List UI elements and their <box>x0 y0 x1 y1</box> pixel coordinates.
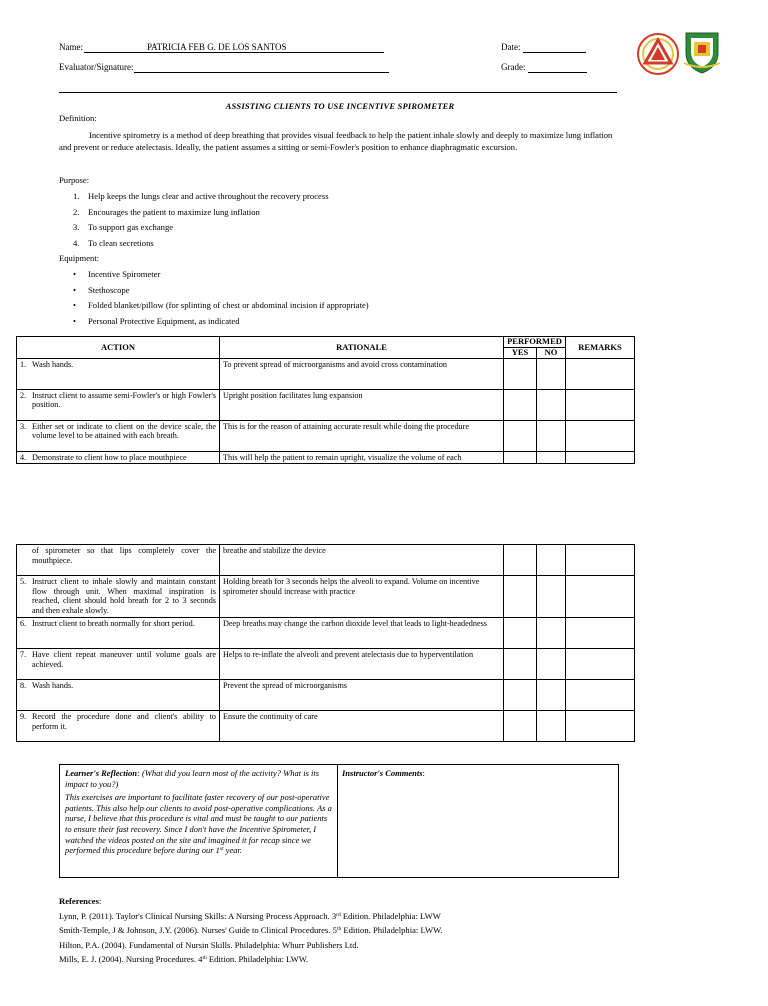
header-action: ACTION <box>17 337 220 359</box>
no-cell[interactable] <box>537 451 566 464</box>
instructor-comments-label: Instructor's Comments <box>342 768 423 778</box>
references-section: References: Lynn, P. (2011). Taylor's Clinical Nursing Skills: A Nursing Process Approach. 3rd Edition. Philadelphia: LWW Smith-Temple, J & Johnson, J.Y. (2006). Nurses' Guide to Clinical Procedures. 5th Edition. Philadelphia: LWW. Hilton, P.A. (2004). Fundamental of Nursin Skills. Philadelphia: Whurr Publishers Ltd. Mills, E. J. (2004). Nursing Procedures. 4th Edition. Philadelphia: LWW. <box>59 894 443 967</box>
no-cell[interactable] <box>537 618 566 649</box>
no-cell[interactable] <box>537 711 566 742</box>
grade-label: Grade: <box>501 62 526 72</box>
name-value: PATRICIA FEB G. DE LOS SANTOS <box>147 42 287 52</box>
references-label: References <box>59 896 99 906</box>
definition-text: Incentive spirometry is a method of deep breathing that provides visual feedback to help the patient inhale slowly and deeply to maximize lung inflation and prevent or reduce atelectasis. Ideally, the patient assumes a sitting or semi-Fowler's position to enhance diaphragmatic excursion. <box>59 130 613 152</box>
no-cell[interactable] <box>537 420 566 451</box>
no-cell[interactable] <box>537 649 566 680</box>
table-row: 3. Either set or indicate to client on the device scale, the volume level to be attained with each breath. This is for the reason of attaining accurate result while doing the procedure <box>17 420 635 451</box>
remarks-cell[interactable] <box>566 420 635 451</box>
no-cell[interactable] <box>537 389 566 420</box>
list-item: 2. Encourages the patient to maximize lung inflation <box>73 206 260 217</box>
school-seal-logo <box>636 32 680 76</box>
header-no: NO <box>537 348 566 359</box>
learner-reflection: Learner's Reflection: (What did you learn most of the activity? What is its impact to you?) This exercises are important to facilitate faster recovery of our post-operative patients. This also help our clients to avoid post-operative complications. As a nurse, I believe that this procedure is vital and must be taught to our patients to ensure their fast recovery. Since I don't have the Incentive Spirometer, I watched the videos posted on the site and imagined it for recap since we performed this procedure before during our 1st year. <box>60 765 338 877</box>
reference-item: Lynn, P. (2011). Taylor's Clinical Nursing Skills: A Nursing Process Approach. 3rd Edition. Philadelphia: LWW <box>59 910 441 921</box>
instructor-comments[interactable]: Instructor's Comments: <box>342 768 425 778</box>
no-cell[interactable] <box>537 545 566 576</box>
equipment-label: Equipment: <box>59 253 100 263</box>
remarks-cell[interactable] <box>566 576 635 618</box>
list-item: 1. Help keeps the lungs clear and active throughout the recovery process <box>73 191 329 201</box>
list-item: • Folded blanket/pillow (for splinting of chest or abdominal incision if appropriate) <box>73 300 369 310</box>
no-cell[interactable] <box>537 358 566 389</box>
reflection-prompt: (What did you learn most of the activity? What is its impact to you?) <box>65 768 320 789</box>
yes-cell[interactable] <box>504 389 537 420</box>
date-field[interactable] <box>523 52 586 53</box>
table-row: 4. Demonstrate to client how to place mouthpiece This will help the patient to remain upright, visualize the volume of each <box>17 451 635 464</box>
reflection-text: This exercises are important to facilitate faster recovery of our post-operative patients. This also help our clients to avoid post-operative complications. As a nurse, I believe that this procedure is vital and must be taught to our patients to ensure their fast recovery. Since I don't have the Incentive Spirometer, I watched the videos posted on the site and imagined it for recap since we performed this procedure before during our 1st year. <box>65 792 332 856</box>
yes-cell[interactable] <box>504 420 537 451</box>
list-item: 3. To support gas exchange <box>73 222 174 232</box>
list-item: 4. To clean secretions <box>73 237 154 248</box>
no-cell[interactable] <box>537 576 566 618</box>
header-yes: YES <box>504 348 537 359</box>
list-item: • Incentive Spirometer <box>73 269 161 279</box>
evaluator-label: Evaluator/Signature: <box>59 62 134 72</box>
yes-cell[interactable] <box>504 649 537 680</box>
yes-cell[interactable] <box>504 618 537 649</box>
yes-cell[interactable] <box>504 545 537 576</box>
reference-item: Hilton, P.A. (2004). Fundamental of Nursin Skills. Philadelphia: Whurr Publishers Ltd. <box>59 939 359 950</box>
college-shield-logo <box>682 29 722 75</box>
yes-cell[interactable] <box>504 451 537 464</box>
remarks-cell[interactable] <box>566 711 635 742</box>
header-rationale: RATIONALE <box>220 337 504 359</box>
evaluator-field[interactable] <box>134 72 389 73</box>
table-row: 7. Have client repeat maneuver until volume goals are achieved. Helps to re-inflate the alveoli and prevent atelectasis due to hyperventilation <box>17 649 635 680</box>
table-row: 1. Wash hands. To prevent spread of microorganisms and avoid cross contamination <box>17 358 635 389</box>
table-row: 8. Wash hands. Prevent the spread of microorganisms <box>17 680 635 711</box>
remarks-cell[interactable] <box>566 618 635 649</box>
purpose-list <box>73 189 613 251</box>
grade-field[interactable] <box>528 72 587 73</box>
equipment-list <box>73 267 613 329</box>
list-item: • Stethoscope <box>73 284 130 295</box>
header-remarks: REMARKS <box>566 337 635 359</box>
remarks-cell[interactable] <box>566 680 635 711</box>
reference-item: Mills, E. J. (2004). Nursing Procedures. 4th Edition. Philadelphia: LWW. <box>59 954 309 965</box>
yes-cell[interactable] <box>504 358 537 389</box>
remarks-cell[interactable] <box>566 389 635 420</box>
table-row: 9. Record the procedure done and client's ability to perform it. Ensure the continuity of care <box>17 711 635 742</box>
yes-cell[interactable] <box>504 711 537 742</box>
header-divider <box>59 92 617 93</box>
list-item: • Personal Protective Equipment, as indicated <box>73 315 240 326</box>
table-row: 6. Instruct client to breath normally for short period. Deep breaths may change the carbon dioxide level that leads to light-headedness <box>17 618 635 649</box>
remarks-cell[interactable] <box>566 649 635 680</box>
date-label: Date: <box>501 42 521 52</box>
procedure-table-page2 <box>16 544 635 742</box>
definition-label: Definition: <box>59 113 97 123</box>
reference-item: Smith-Temple, J & Johnson, J.Y. (2006). Nurses' Guide to Clinical Procedures. 5th Edition. Philadelphia: LWW. <box>59 925 443 936</box>
table-row: 2. Instruct client to assume semi-Fowler's or high Fowler's position. Upright position facilitates lung expansion <box>17 389 635 420</box>
reflection-label: Learner's Reflection <box>65 768 138 778</box>
remarks-cell[interactable] <box>566 545 635 576</box>
remarks-cell[interactable] <box>566 358 635 389</box>
name-label: Name: <box>59 42 83 52</box>
no-cell[interactable] <box>537 680 566 711</box>
yes-cell[interactable] <box>504 680 537 711</box>
table-row: 5. Instruct client to inhale slowly and maintain constant flow through unit. When maximal inspiration is reached, client should hold breath for 2 to 3 seconds and then exhale slowly. Holding breath for 3 seconds helps the alveoli to expand. Volume on incentive spirometer should increase with practice <box>17 576 635 618</box>
procedure-table-page1 <box>16 336 635 464</box>
table-row: of spirometer so that lips completely cover the mouthpiece. breathe and stabilize the device <box>17 545 635 576</box>
remarks-cell[interactable] <box>566 451 635 464</box>
reflection-box <box>59 764 619 878</box>
yes-cell[interactable] <box>504 576 537 618</box>
header-performed: PERFORMED <box>504 337 566 348</box>
purpose-label: Purpose: <box>59 175 90 185</box>
document-title: ASSISTING CLIENTS TO USE INCENTIVE SPIROMETER <box>225 101 455 111</box>
